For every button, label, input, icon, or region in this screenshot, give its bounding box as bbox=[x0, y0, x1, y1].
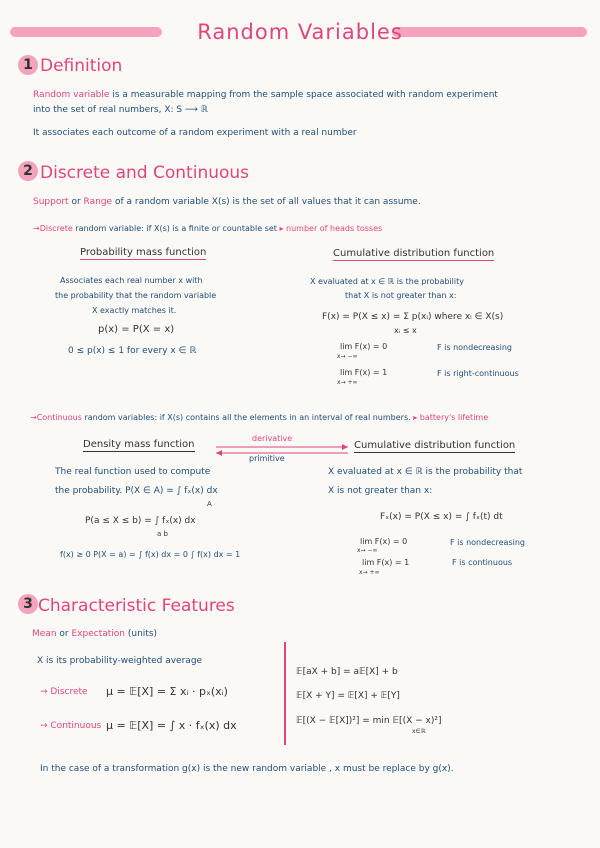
discrete-cdf-title: Cumulative distribution function bbox=[333, 248, 495, 259]
expectation-term: Expectation bbox=[71, 629, 125, 639]
discrete-cdf-lim-2: lim F(x) = 1 bbox=[340, 368, 388, 377]
expectation-minimization-sub: x∈ℝ bbox=[412, 728, 426, 735]
definition-line-2: into the set of real numbers, X: S ⟶ ℝ bbox=[33, 105, 208, 115]
support-or: or bbox=[71, 197, 81, 207]
discrete-cdf-sum-index: xᵢ ≤ x bbox=[394, 326, 417, 335]
discrete-cdf-prop-2: F is right-continuous bbox=[437, 369, 519, 378]
continuous-mean-formula: μ = 𝔼[X] = ∫ x · fₓ(x) dx bbox=[106, 719, 237, 732]
discrete-cdf-desc-2: that X is not greater than x: bbox=[345, 291, 457, 300]
section-2-number: 2 bbox=[18, 161, 38, 181]
definition-line-1 bbox=[33, 90, 498, 100]
section-2-title: Discrete and Continuous bbox=[40, 163, 250, 183]
discrete-cdf-prop-1: F is nondecreasing bbox=[437, 343, 512, 352]
discrete-cdf-lim-1-sub: x→ −∞ bbox=[337, 353, 358, 360]
pmf-formula: p(x) = P(X = x) bbox=[98, 324, 175, 335]
discrete-cdf-formula: F(x) = P(X ≤ x) = Σ p(xᵢ) where xᵢ ∈ X(s) bbox=[322, 312, 504, 322]
pmf-desc-2: the probability that the random variable bbox=[55, 291, 217, 300]
mean-term: Mean bbox=[32, 629, 57, 639]
support-rest: of a random variable X(s) is the set of all values that it can assume. bbox=[114, 197, 421, 207]
discrete-label: →Discrete bbox=[33, 224, 73, 233]
discrete-description: random variable: if X(s) is a finite or countable set bbox=[75, 224, 277, 233]
continuous-mean-label: → Continuous bbox=[40, 721, 102, 731]
continuous-label: →Continuous bbox=[30, 413, 82, 422]
continuous-cdf-prop-2: F is continuous bbox=[452, 558, 513, 567]
expectation-minimization: 𝔼[(X − 𝔼[X])²] = min 𝔼[(X − x)²] bbox=[296, 716, 442, 726]
discrete-cdf-lim-2-sub: x→ +∞ bbox=[337, 379, 358, 386]
features-divider bbox=[284, 642, 286, 745]
mean-bullet bbox=[32, 629, 157, 639]
section-3-number: 3 bbox=[18, 594, 38, 614]
continuous-cdf-lim-1-sub: x→ −∞ bbox=[357, 547, 378, 554]
continuous-example: ▸ battery's lifetime bbox=[413, 413, 489, 422]
continuous-cdf-lim-1: lim F(x) = 0 bbox=[360, 537, 408, 546]
mean-units: (units) bbox=[127, 629, 158, 639]
discrete-mean-label: → Discrete bbox=[40, 687, 88, 697]
section-1-title: Definition bbox=[40, 56, 123, 76]
dmf-interval-formula: P(a ≤ X ≤ b) = ∫ fₓ(x) dx bbox=[85, 516, 196, 526]
discrete-example: ▸ number of heads tosses bbox=[279, 224, 383, 233]
support-term: Support bbox=[33, 197, 69, 207]
expectation-additivity: 𝔼[X + Y] = 𝔼[X] + 𝔼[Y] bbox=[296, 691, 400, 701]
dmf-desc-1: The real function used to compute bbox=[55, 467, 211, 477]
continuous-cdf-lim-2: lim F(x) = 1 bbox=[362, 558, 410, 567]
derivative-label: derivative bbox=[252, 434, 293, 443]
weighted-average-text: X is its probability-weighted average bbox=[37, 656, 203, 666]
continuous-description: random variables: if X(s) contains all the elements in an interval of real numbers. bbox=[84, 413, 411, 422]
continuous-line bbox=[30, 413, 488, 422]
range-term: Range bbox=[83, 197, 113, 207]
random-variable-term: Random variable bbox=[33, 90, 110, 100]
continuous-cdf-formula: Fₓ(x) = P(X ≤ x) = ∫ fₓ(t) dt bbox=[380, 512, 503, 522]
mean-or: or bbox=[59, 629, 69, 639]
dmf-desc-2: the probability. P(X ∈ A) = ∫ fₓ(x) dx bbox=[55, 486, 218, 496]
discrete-cdf-desc-1: X evaluated at x ∈ ℝ is the probability bbox=[310, 277, 464, 286]
support-line bbox=[33, 197, 421, 207]
pmf-bounds: 0 ≤ p(x) ≤ 1 for every x ∈ ℝ bbox=[68, 346, 197, 356]
continuous-cdf-desc-1: X evaluated at x ∈ ℝ is the probability that bbox=[328, 467, 523, 477]
transformation-note: In the case of a transformation g(x) is the new random variable , x must be replace by g(x). bbox=[40, 764, 454, 774]
pmf-desc-1: Associates each real number x with bbox=[60, 276, 203, 285]
section-3-title: Characteristic Features bbox=[38, 596, 235, 616]
continuous-cdf-title: Cumulative distribution function bbox=[354, 440, 516, 451]
section-1-number: 1 bbox=[18, 55, 38, 75]
primitive-label: primitive bbox=[249, 454, 285, 463]
dmf-title: Density mass function bbox=[83, 439, 195, 450]
discrete-mean-formula: μ = 𝔼[X] = Σ xᵢ · pₓ(xᵢ) bbox=[106, 685, 228, 698]
discrete-cdf-lim-1: lim F(x) = 0 bbox=[340, 342, 388, 351]
definition-line-3: It associates each outcome of a random experiment with a real number bbox=[33, 128, 357, 138]
continuous-cdf-prop-1: F is nondecreasing bbox=[450, 538, 525, 547]
discrete-line bbox=[33, 224, 382, 233]
continuous-cdf-lim-2-sub: x→ +∞ bbox=[359, 569, 380, 576]
page-title: Random Variables bbox=[197, 20, 403, 44]
definition-text-1: is a measurable mapping from the sample space associated with random experiment bbox=[112, 90, 498, 100]
continuous-cdf-desc-2: X is not greater than x: bbox=[328, 486, 433, 496]
dmf-interval-limits: a b bbox=[157, 530, 168, 538]
expectation-linearity: 𝔼[aX + b] = a𝔼[X] + b bbox=[296, 667, 398, 677]
pmf-title: Probability mass function bbox=[80, 247, 207, 258]
pmf-desc-3: X exactly matches it. bbox=[92, 306, 177, 315]
dmf-desc-2-sub: A bbox=[207, 500, 212, 508]
dmf-properties: f(x) ≥ 0 P(X = a) = ∫ f(x) dx = 0 ∫ f(x) dx = 1 bbox=[60, 550, 241, 559]
